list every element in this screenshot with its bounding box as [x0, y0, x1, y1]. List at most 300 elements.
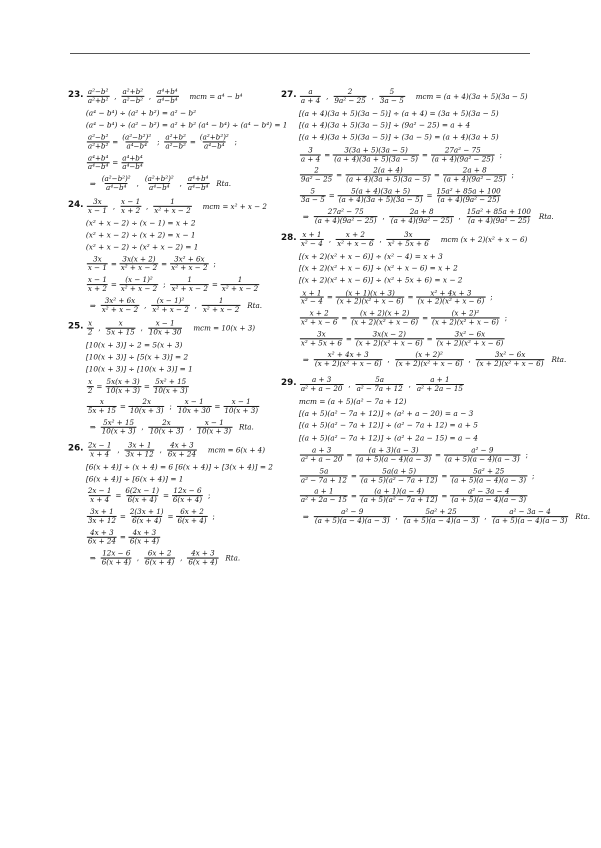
numerator: x + 2 [309, 308, 329, 318]
equation-line [299, 252, 578, 261]
answer-label: Rta. [239, 423, 254, 432]
denominator: x² + x − 2 [120, 263, 158, 273]
numerator: 2a + 8 [409, 207, 434, 217]
fraction-line [86, 442, 285, 459]
numerator: a⁴+b⁴ [122, 153, 143, 163]
header-rule [70, 53, 530, 54]
denominator: (a + 4)(9a² − 25) [431, 154, 494, 163]
fraction-line [299, 310, 578, 327]
fraction-line [86, 297, 285, 314]
equation-line [299, 264, 578, 273]
numerator: x − 1 [121, 196, 141, 206]
denominator: a² + a − 20 [300, 454, 343, 464]
denominator: (a + 4)(9a² − 25) [437, 195, 500, 205]
fraction [172, 488, 203, 505]
numerator: (a + 1)(a − 4) [374, 486, 425, 496]
fraction-line [299, 146, 578, 163]
numerator: 5(a + 4)(3a + 5) [351, 186, 411, 196]
equation-line [299, 433, 578, 442]
numerator: 4x + 3 [191, 548, 215, 558]
fraction-line [86, 529, 285, 546]
fraction [300, 231, 324, 248]
fraction [355, 446, 432, 463]
fraction-line [86, 378, 285, 395]
operator: ; [234, 137, 238, 147]
problem-block [68, 196, 285, 314]
operator: = [119, 532, 126, 542]
fraction [156, 88, 178, 105]
equation-text: (a⁴ − b⁴) ÷ (a² + b²) = a² − b² [85, 108, 197, 118]
fraction [129, 508, 165, 525]
fraction [356, 376, 404, 393]
equation-line [86, 475, 285, 484]
denominator: a + 4 [300, 95, 321, 105]
answer-label: Rta. [575, 512, 591, 522]
denominator: 10(x + 3) [129, 406, 164, 416]
fraction-line [86, 256, 285, 273]
equation-text: [(x + 2)(x² + x − 6)] ÷ (x² + 5x + 6) = x − 2 [298, 276, 463, 285]
fraction-line [86, 488, 285, 505]
denominator: (x + 2)(x² + x − 6) [351, 317, 419, 327]
fraction [300, 88, 321, 105]
numerator: x [118, 318, 123, 328]
operator: = [161, 259, 168, 269]
denominator: 5x + 15 [87, 406, 116, 416]
fraction [144, 175, 175, 192]
operator: ; [163, 280, 166, 290]
numerator: 3(3a + 5)(3a − 5) [344, 145, 408, 155]
numerator: 2x [142, 397, 151, 407]
denominator: a⁴−b⁴ [105, 182, 127, 192]
fraction-line [299, 331, 578, 348]
fraction [87, 198, 108, 215]
numerator: x [88, 318, 93, 328]
operator: = [422, 313, 429, 323]
numerator: 5a [375, 375, 385, 384]
denominator: 2 [87, 327, 93, 337]
fraction-line [86, 320, 285, 337]
denominator: x² + x − 2 [171, 284, 208, 294]
numerator: 2x [162, 418, 171, 428]
problem-number: 24. [68, 199, 84, 210]
operator: , [112, 201, 116, 211]
operator: , [189, 423, 192, 432]
problem-block [68, 86, 288, 192]
operator: ; [213, 259, 216, 269]
fraction [390, 208, 454, 225]
numerator: x − 1 [87, 275, 107, 285]
fraction [416, 376, 464, 393]
fraction-line [86, 154, 285, 171]
numerator: x [88, 376, 93, 386]
equation-text: (a⁴ − b⁴) ÷ (a² − b²) = a² + b² (a⁴ − b⁴) ÷ (a⁴ − b⁴) = 1 [85, 120, 288, 130]
operator: ; [511, 170, 514, 180]
numerator: 3x + 1 [127, 440, 152, 450]
denominator: (a + 5)(a − 4)(a − 3) [314, 516, 390, 526]
fraction [379, 88, 405, 105]
fraction [148, 320, 183, 337]
operator: = [189, 137, 196, 147]
operator: = [324, 150, 331, 159]
numerator: (x − 1)² [125, 275, 153, 285]
equation-text: [(a + 4)(3a + 5)(3a − 5)] ÷ (3a − 5) = (a + 4)(3a + 5) [298, 132, 499, 142]
operator: = [115, 491, 122, 501]
numerator: 4x + 3 [90, 527, 114, 537]
numerator: 3x [404, 229, 413, 239]
fraction [300, 376, 343, 393]
fraction [492, 509, 569, 526]
denominator: a²+b² [87, 141, 109, 151]
fraction [450, 467, 527, 484]
fraction [144, 550, 175, 567]
numerator: 3x² + 6x [104, 296, 136, 306]
problem-block [68, 318, 285, 436]
fraction [106, 320, 136, 337]
mcm-label: mcm = 10(x + 3) [193, 323, 256, 333]
numerator: a²+b² [122, 86, 143, 96]
denominator: x² + x − 2 [202, 304, 240, 314]
equation-line [299, 421, 578, 430]
fraction-line [86, 175, 285, 192]
fraction-line [299, 88, 578, 105]
mcm-label: mcm = 6(x + 4) [207, 445, 266, 455]
denominator: 9a² − 25 [334, 95, 366, 105]
numerator: 1 [218, 296, 224, 306]
operator: = [346, 450, 353, 460]
denominator: (a + 4)(3a + 5)(3a − 5) [334, 154, 418, 163]
denominator: 6(x + 4) [127, 495, 157, 505]
equation-line [86, 462, 285, 471]
denominator: a + 4 [300, 154, 321, 163]
operator: = [433, 170, 440, 180]
numerator: 12x − 6 [102, 548, 131, 558]
denominator: 10x + 30 [148, 327, 182, 337]
operator: = [96, 381, 103, 391]
denominator: 10(x + 3) [197, 426, 232, 436]
numerator: 5a² + 25 [425, 507, 457, 517]
denominator: a⁴−b⁴ [157, 95, 178, 105]
numerator: 3x [93, 254, 102, 264]
fraction [101, 419, 137, 436]
numerator: a² − 3a − 4 [509, 507, 551, 517]
operator: , [484, 512, 487, 522]
operator: , [387, 355, 390, 365]
denominator: 6(x + 4) [177, 516, 207, 526]
equation-line [299, 133, 578, 142]
operator: = [112, 158, 119, 168]
operator: = [407, 293, 414, 303]
numerator: 3x² − 6x [494, 350, 526, 360]
fraction [435, 188, 501, 205]
numerator: a²+b² [165, 132, 186, 142]
operator: , [144, 301, 147, 310]
mcm-label: mcm = x² + x − 2 [202, 201, 267, 211]
equation-text: [6(x + 4)] ÷ (x + 4) = 6 [6(x + 4)] ÷ [3(x + 4)] = 2 [85, 462, 273, 472]
fraction-line [299, 467, 578, 484]
fraction-line [299, 446, 578, 463]
denominator: 3a − 5 [300, 195, 325, 205]
denominator: a² − 7a + 12 [300, 474, 347, 484]
fraction-line [299, 167, 578, 184]
problem-block [68, 440, 285, 567]
numerator: a²−b² [87, 86, 109, 96]
denominator: 3x + 12 [87, 516, 116, 526]
equation-text: [(a + 5)(a² − 7a + 12)] ÷ (a² + a − 20) = a − 3 [298, 408, 474, 418]
operator: ⇒ [89, 301, 96, 310]
numerator: 6x + 2 [147, 548, 172, 558]
denominator: a²−b² [122, 95, 143, 105]
fraction [350, 310, 419, 327]
numerator: 2x − 1 [87, 486, 112, 496]
numerator: 3 [308, 145, 313, 155]
numerator: (x + 1)(x + 3) [345, 288, 395, 298]
fraction [176, 508, 207, 525]
fraction-line [86, 508, 285, 525]
numerator: (a²+b²)² [199, 132, 229, 142]
numerator: 2a + 8 [462, 165, 487, 175]
numerator: a⁴+b⁴ [187, 174, 209, 184]
equation-line [86, 231, 285, 240]
fraction [444, 446, 521, 463]
numerator: (x + 2)² [415, 350, 443, 360]
fraction [360, 467, 439, 484]
problem-number: 28. [281, 232, 297, 243]
denominator: 6x + 24 [87, 536, 116, 546]
denominator: a⁴−b⁴ [126, 141, 147, 151]
denominator: (x + 2)(x² + x − 6) [476, 359, 544, 369]
fraction [436, 331, 505, 348]
operator: , [136, 179, 139, 188]
mcm-label: mcm = a⁴ − b⁴ [189, 91, 243, 101]
denominator: (a + 4)(9a² − 25) [467, 216, 530, 226]
denominator: x² + 5x + 6 [300, 338, 342, 348]
fraction [167, 442, 197, 459]
operator: ; [525, 450, 529, 460]
operator: = [350, 491, 357, 501]
numerator: x + 1 [302, 288, 322, 298]
fraction [466, 208, 532, 225]
operator: ; [207, 491, 211, 501]
denominator: (x + 2)(x² + x − 6) [355, 338, 423, 348]
numerator: (x + 2)² [451, 308, 480, 318]
numerator: x − 1 [231, 397, 251, 407]
fraction [300, 467, 348, 484]
equation-line [86, 353, 285, 362]
denominator: a⁴−b⁴ [122, 162, 143, 172]
fraction [129, 529, 160, 546]
equation-text: [6(x + 4)] ÷ [6(x + 4)] = 1 [85, 474, 184, 484]
right-column [281, 80, 591, 529]
numerator: 5x² + 15 [103, 418, 135, 428]
equation-text: [(a + 4)(3a + 5)(3a − 5)] ÷ (9a² − 25) = a + 4 [298, 120, 471, 130]
fraction [199, 134, 230, 151]
denominator: (a + 4)(9a² − 25) [443, 174, 506, 184]
operator: , [140, 323, 143, 333]
denominator: x² + x − 2 [221, 284, 259, 294]
numerator: 5 [310, 186, 316, 196]
equation-line [86, 340, 285, 349]
fraction [338, 188, 424, 205]
operator: ⇒ [302, 512, 309, 522]
operator: = [421, 150, 428, 159]
fraction [333, 88, 366, 105]
operator: , [408, 379, 411, 389]
fraction [196, 419, 232, 436]
answer-label: Rta. [538, 212, 554, 222]
fraction [416, 289, 485, 306]
numerator: 5a [319, 466, 329, 476]
denominator: (x + 2)(x² + x − 6) [432, 317, 499, 327]
numerator: 5x(x + 3) [106, 376, 140, 386]
operator: , [180, 553, 183, 563]
fraction [443, 167, 507, 184]
numerator: x − 1 [204, 418, 224, 428]
denominator: x + 2 [87, 284, 107, 294]
denominator: 6(x + 4) [129, 536, 160, 546]
equation-text: (x² + x − 2) ÷ (x² + x − 2) = 1 [85, 242, 199, 252]
operator: = [345, 334, 352, 344]
denominator: a⁴−b⁴ [149, 182, 170, 192]
denominator: 6(x + 4) [145, 557, 175, 567]
denominator: a² + 2a − 15 [416, 383, 463, 393]
fraction [120, 198, 141, 215]
operator: ⇒ [302, 355, 309, 365]
fraction [223, 398, 259, 415]
denominator: a⁴−b⁴ [204, 141, 225, 151]
numerator: 6x + 2 [180, 507, 204, 517]
answer-label: Rta. [247, 301, 262, 310]
fraction [122, 88, 144, 105]
denominator: (a + 5)(a − 4)(a − 3) [444, 454, 520, 464]
operator: = [162, 491, 169, 501]
fraction [153, 378, 189, 395]
numerator: 3x(x + 2) [122, 254, 156, 264]
denominator: x² + 5x + 6 [387, 238, 429, 248]
numerator: a [308, 86, 313, 96]
operator: , [395, 512, 398, 522]
numerator: a⁴+b⁴ [157, 86, 178, 96]
equation-text: [(a + 5)(a² − 7a + 12)] ÷ (a² + 2a − 15) = a − 4 [298, 433, 478, 443]
denominator: x² + x − 6 [337, 238, 374, 248]
operator: = [110, 280, 117, 290]
fraction [314, 208, 378, 225]
numerator: 5 [389, 86, 395, 96]
denominator: (x + 2)(x² + x − 6) [314, 359, 382, 369]
denominator: a² + a − 20 [300, 383, 343, 393]
fraction [355, 331, 424, 348]
operator: = [211, 280, 218, 290]
numerator: (a + 3)(a − 3) [368, 445, 419, 455]
denominator: x − 1 [87, 263, 107, 273]
fraction [300, 188, 326, 205]
fraction [101, 297, 139, 314]
fraction [300, 446, 343, 463]
fraction [87, 442, 113, 459]
numerator: a + 3 [311, 375, 332, 384]
fraction [120, 256, 158, 273]
equation-text: [(a + 4)(3a + 5)(3a − 5)] ÷ (a + 4) = (3a + 5)(3a − 5) [298, 108, 499, 118]
fraction-line [86, 419, 285, 436]
operator: = [350, 470, 357, 480]
numerator: 27a² − 75 [444, 145, 481, 155]
fraction [87, 508, 117, 525]
numerator: 1 [187, 275, 192, 285]
fraction-line [86, 134, 285, 151]
answer-label: Rta. [216, 179, 232, 188]
equation-line [86, 218, 285, 227]
fraction [336, 231, 374, 248]
operator: = [119, 402, 126, 412]
numerator: (a²+b²)² [144, 174, 174, 184]
operator: = [426, 191, 433, 201]
fraction-line [299, 507, 591, 526]
operator: , [117, 445, 120, 455]
numerator: 1 [170, 196, 175, 206]
fraction [314, 351, 383, 368]
fraction [105, 378, 141, 395]
operator: , [328, 234, 332, 244]
operator: = [119, 512, 126, 522]
left-column [68, 80, 288, 570]
operator: = [214, 402, 221, 412]
operator: ; [212, 512, 215, 522]
denominator: (a + 5)(a − 4)(a − 3) [492, 516, 568, 526]
numerator: 4x + 3 [132, 527, 157, 537]
equation-line [299, 397, 578, 406]
denominator: x² + x − 2 [171, 263, 208, 273]
denominator: x² − 4 [300, 238, 323, 248]
numerator: 2(a + 4) [373, 165, 403, 175]
fraction [300, 146, 321, 163]
denominator: a⁴−b⁴ [187, 182, 209, 192]
denominator: a⁴−b⁴ [87, 162, 109, 172]
operator: , [348, 379, 351, 389]
numerator: x² + 4x + 3 [430, 288, 472, 298]
fraction-line [299, 231, 578, 248]
operator: ; [499, 150, 502, 159]
denominator: a² − 7a + 12 [356, 383, 403, 393]
numerator: 3x [317, 329, 326, 339]
denominator: x + 2 [121, 205, 141, 215]
operator: = [435, 450, 442, 460]
operator: ; [504, 313, 508, 323]
operator: , [179, 179, 182, 188]
fraction-line [299, 488, 578, 505]
numerator: a + 1 [430, 375, 450, 384]
denominator: (x + 2)(x² + x − 6) [436, 338, 504, 348]
numerator: x² + 4x + 3 [327, 350, 369, 360]
denominator: 10(x + 3) [224, 406, 259, 416]
denominator: (a + 4)(9a² − 25) [314, 216, 377, 226]
denominator: 6(x + 4) [188, 557, 218, 567]
denominator: 10(x + 3) [149, 426, 184, 436]
problem-number: 29. [281, 377, 297, 388]
operator: , [194, 301, 197, 310]
numerator: a² − 3a − 4 [467, 486, 510, 496]
fraction [101, 175, 132, 192]
numerator: x [99, 397, 104, 407]
denominator: a²−b² [165, 141, 186, 151]
numerator: 3x² − 6x [454, 329, 486, 339]
operator: = [326, 293, 333, 303]
mcm-label: mcm = (a + 4)(3a + 5)(3a − 5) [415, 91, 528, 101]
numerator: 5x² + 15 [155, 376, 187, 386]
fraction [124, 488, 160, 505]
denominator: x² + x − 2 [120, 284, 158, 294]
equation-line [86, 365, 285, 374]
denominator: 3a − 5 [379, 95, 404, 105]
fraction [164, 134, 186, 151]
